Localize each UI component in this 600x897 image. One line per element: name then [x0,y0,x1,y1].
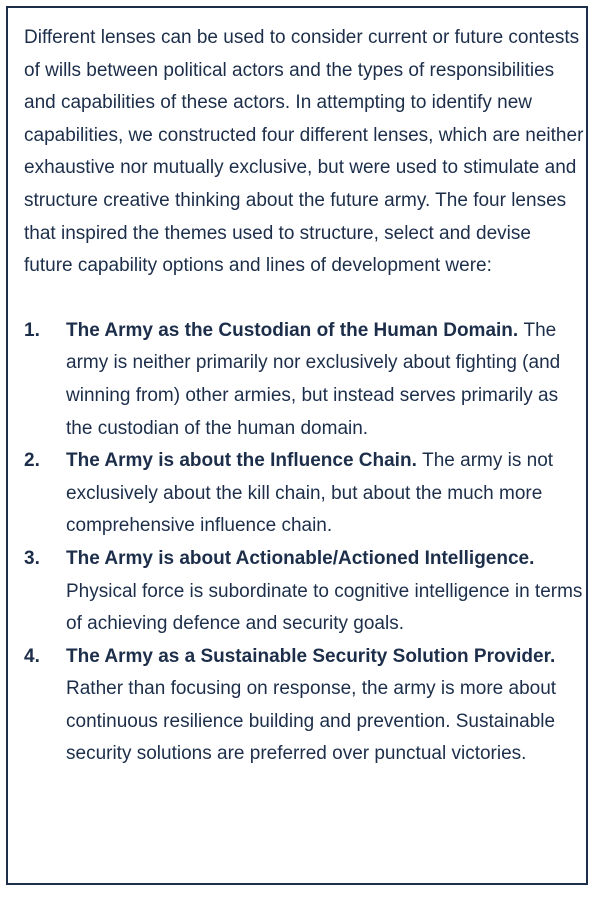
lens-text: The army is not exclusively about the kill chain, but about the much more comprehensive influence chain. [66,450,554,537]
intro-paragraph: Different lenses can be used to consider current or future contests of wills between political actors and the types of responsibilities and capabilities of these actors. In attempting to identify new capabilities, we constructed four different lenses, which are neither exhaustive nor mutually exclusive, but were used to stimulate and structure creative thinking about the future army. The four lenses that inspired the themes used to structure, select and devise future capability options and lines of development were: [24,27,584,277]
lens-text: Physical force is subordinate to cognitive intelligence in terms of achieving defence and security goals. [66,580,583,635]
lens-title: The Army is about the Influence Chain. [66,450,423,472]
lens-title: The Army as the Custodian of the Human Domain. [66,319,524,341]
lens-text: Rather than focusing on response, the army is more about continuous resilience building and prevention. Sustainable security solutions are preferred over punctual victories. [66,678,557,765]
lens-number: 2. [24,450,40,472]
lens-number: 3. [24,547,40,569]
lens-title: The Army as a Sustainable Security Solution Provider. [66,645,556,667]
box-content [24,22,584,771]
lens-list [24,315,584,771]
lens-item-4 [24,641,584,771]
lens-item-3 [24,543,584,641]
lens-number: 4. [24,645,40,667]
lens-item-2 [24,445,584,543]
lens-number: 1. [24,319,40,341]
lens-text: The army is neither primarily nor exclusively about fighting (and winning from) other armies, but instead serves primarily as the custodian of the human domain. [66,319,561,439]
lens-item-1 [24,315,584,445]
lens-title: The Army is about Actionable/Actioned Intelligence. [66,547,535,569]
text-box [6,6,588,885]
